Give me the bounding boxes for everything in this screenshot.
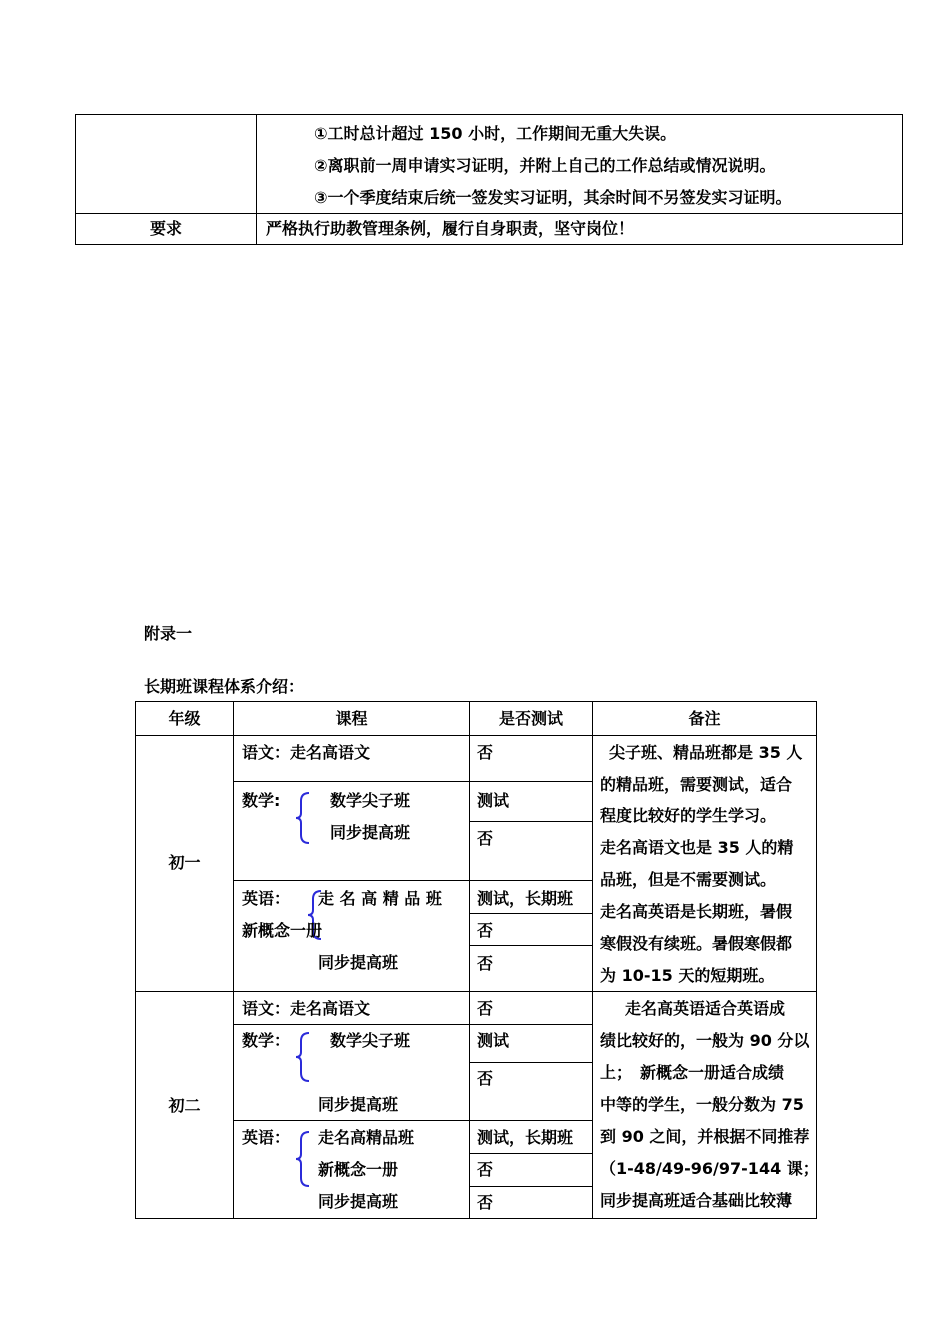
course-english-sync: 同步提高班 <box>318 1192 399 1211</box>
note-line: 的精品班，需要测试，适合 <box>600 775 793 794</box>
course-english-premium: 走 名 高 精 品 班 <box>318 889 442 908</box>
requirement-label: 要求 <box>149 219 182 238</box>
border <box>469 821 592 822</box>
border <box>256 114 257 245</box>
border <box>75 213 903 214</box>
test-value: 否 <box>477 921 494 940</box>
course-chinese: 语文：走名高语文 <box>242 999 371 1018</box>
course-math-top: 数学尖子班 <box>330 1031 411 1050</box>
border <box>135 701 136 1219</box>
brace-icon <box>293 1031 313 1083</box>
border <box>233 701 234 1219</box>
brace-icon <box>293 791 313 845</box>
test-value: 否 <box>477 954 494 973</box>
test-value: 否 <box>477 1160 494 1179</box>
border <box>816 701 817 1219</box>
rule-2: ②离职前一周申请实习证明，并附上自己的工作总结或情况说明。 <box>314 156 776 175</box>
header-course: 课程 <box>335 709 368 728</box>
test-value: 否 <box>477 1069 494 1088</box>
border <box>469 913 592 914</box>
requirement-text: 严格执行助教管理条例，履行自身职责，坚守岗位！ <box>266 219 635 238</box>
intro-title: 长期班课程体系介绍： <box>144 677 305 696</box>
test-value: 测试 <box>477 1031 510 1050</box>
note-line: 同步提高班适合基础比较薄 <box>600 1191 793 1210</box>
note-line: 绩比较好的，一般为 90 分以 <box>600 1031 810 1050</box>
grade-label: 初一 <box>168 853 201 872</box>
border <box>233 1024 592 1025</box>
note-line: 程度比较好的学生学习。 <box>600 806 777 825</box>
test-value: 否 <box>477 999 494 1018</box>
test-value: 否 <box>477 743 494 762</box>
note-line: （1-48/49-96/97-144 课； <box>600 1159 819 1178</box>
course-math-sync: 同步提高班 <box>318 1095 399 1114</box>
border <box>902 114 903 245</box>
header-note: 备注 <box>688 709 721 728</box>
note-line: 中等的学生，一般分数为 75 <box>600 1095 804 1114</box>
test-value: 测试，长期班 <box>477 1128 574 1147</box>
note-line: 尖子班、精品班都是 35 人 <box>609 743 803 762</box>
brace-icon <box>293 1130 313 1188</box>
test-value: 否 <box>477 1193 494 1212</box>
english-label: 英语： <box>242 889 291 908</box>
note-line: 上； 新概念一册适合成绩 <box>600 1063 785 1082</box>
note-line: 走名高语文也是 35 人的精 <box>600 838 794 857</box>
border <box>469 945 592 946</box>
border <box>135 735 817 736</box>
math-label: 数学： <box>242 1031 291 1050</box>
rule-3: ③一个季度结束后统一签发实习证明，其余时间不另签发实习证明。 <box>314 188 792 207</box>
course-english-nce: 新概念一册 <box>318 1160 399 1179</box>
note-line: 到 90 之间，并根据不同推荐 <box>600 1127 810 1146</box>
border <box>233 1120 592 1121</box>
course-math-top: 数学尖子班 <box>330 791 411 810</box>
note-line: 走名高英语是长期班，暑假 <box>600 902 793 921</box>
course-math-sync: 同步提高班 <box>330 823 411 842</box>
note-line: 品班，但是不需要测试。 <box>600 870 777 889</box>
course-english-nce: 新概念一册 <box>242 921 323 940</box>
note-line: 寒假没有续班。暑假寒假都 <box>600 934 793 953</box>
course-english-premium: 走名高精品班 <box>318 1128 415 1147</box>
border <box>469 1186 592 1187</box>
course-chinese: 语文：走名高语文 <box>242 743 371 762</box>
border <box>135 991 817 992</box>
note-line: 走名高英语适合英语成 <box>625 999 786 1018</box>
border <box>469 1062 592 1063</box>
test-value: 否 <box>477 829 494 848</box>
test-value: 测试 <box>477 791 510 810</box>
border <box>469 701 470 1219</box>
english-label: 英语： <box>242 1128 291 1147</box>
border <box>135 701 817 702</box>
note-line: 为 10-15 天的短期班。 <box>600 966 775 985</box>
test-value: 测试，长期班 <box>477 889 574 908</box>
header-test: 是否测试 <box>498 709 563 728</box>
border <box>233 781 592 782</box>
header-grade: 年级 <box>168 709 201 728</box>
course-english-sync: 同步提高班 <box>318 953 399 972</box>
border <box>469 1153 592 1154</box>
appendix-title: 附录一 <box>144 624 193 643</box>
border <box>75 114 903 115</box>
border <box>75 244 903 245</box>
math-label: 数学: <box>242 791 281 810</box>
border <box>233 880 592 881</box>
border <box>592 701 593 1219</box>
border <box>135 1218 817 1219</box>
rule-1: ①工时总计超过 150 小时，工作期间无重大失误。 <box>314 124 677 143</box>
grade-label: 初二 <box>168 1096 201 1115</box>
